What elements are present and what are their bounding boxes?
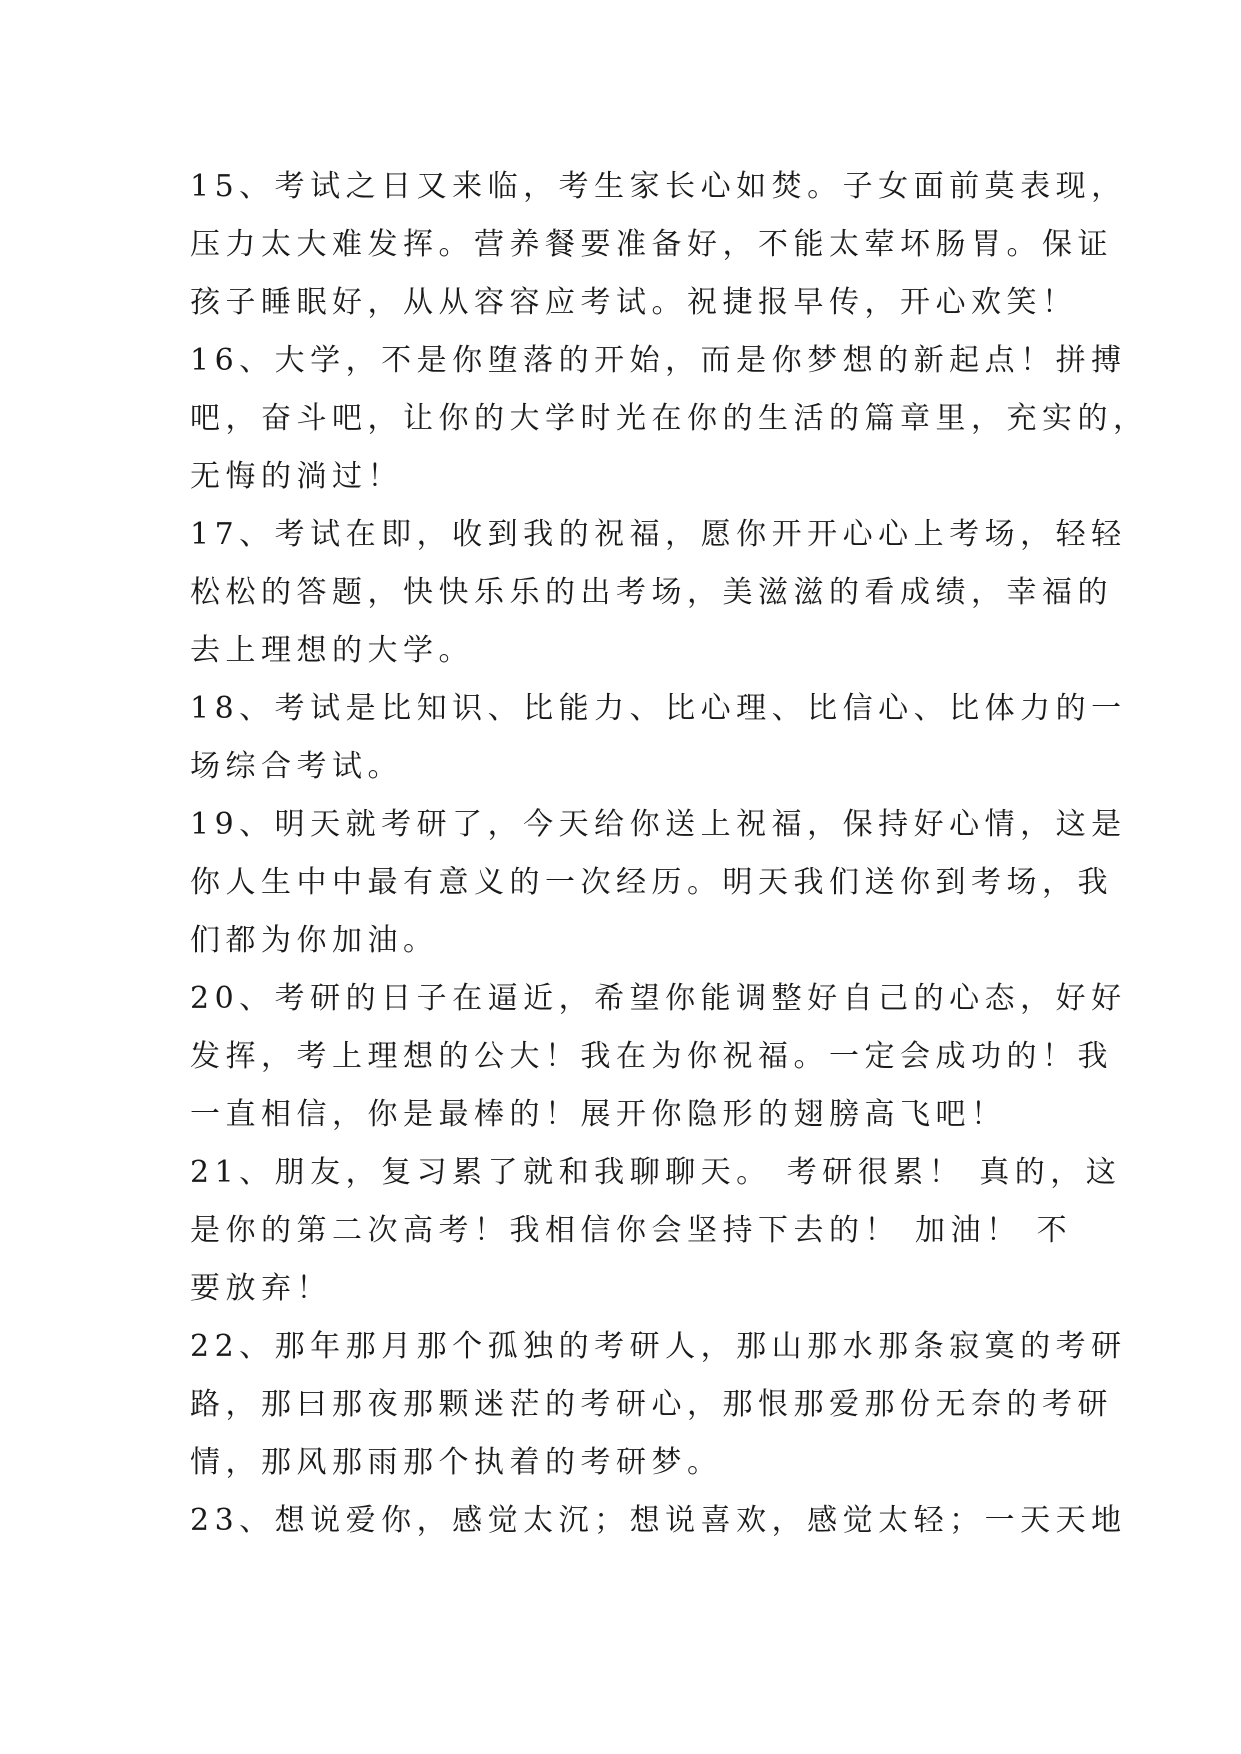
text-line: 松松的答题，快快乐乐的出考场，美滋滋的看成绩，幸福的 — [190, 575, 1113, 610]
text-line: 你人生中中最有意义的一次经历。明天我们送你到考场，我 — [190, 865, 1113, 900]
text-line: 15、考试之日又来临，考生家长心如焚。子女面前莫表现， — [190, 169, 1127, 204]
text-line: 发挥，考上理想的公大！我在为你祝福。一定会成功的！我 — [190, 1039, 1113, 1074]
text-line: 一直相信，你是最棒的！展开你隐形的翅膀高飞吧！ — [190, 1097, 1007, 1132]
text-line: 是你的第二次高考！我相信你会坚持下去的！ 加油！ 不 — [190, 1213, 1073, 1248]
text-line: 情，那风那雨那个执着的考研梦。 — [190, 1445, 723, 1480]
text-line: 22、那年那月那个孤独的考研人，那山那水那条寂寞的考研 — [190, 1329, 1127, 1364]
text-line: 19、明天就考研了，今天给你送上祝福，保持好心情，这是 — [190, 807, 1127, 842]
text-line: 要放弃！ — [190, 1271, 332, 1306]
text-line: 路，那曰那夜那颗迷茫的考研心，那恨那爱那份无奈的考研 — [190, 1387, 1113, 1422]
text-line: 场综合考试。 — [190, 749, 403, 784]
text-line: 21、朋友，复习累了就和我聊聊天。 考研很累！ 真的，这 — [190, 1155, 1122, 1190]
text-line: 17、考试在即，收到我的祝福，愿你开开心心上考场，轻轻 — [190, 517, 1127, 552]
text-line: 23、想说爱你，感觉太沉；想说喜欢，感觉太轻；一天天地 — [190, 1503, 1127, 1538]
text-line: 16、大学，不是你堕落的开始，而是你梦想的新起点！拼搏 — [190, 343, 1127, 378]
text-line: 吧，奋斗吧，让你的大学时光在你的生活的篇章里，充实的， — [190, 401, 1149, 436]
text-line: 去上理想的大学。 — [190, 633, 474, 668]
text-line: 们都为你加油。 — [190, 923, 439, 958]
document-body — [190, 158, 1149, 1550]
text-line: 无悔的淌过！ — [190, 459, 403, 494]
text-line: 18、考试是比知识、比能力、比心理、比信心、比体力的一 — [190, 691, 1127, 726]
text-line: 压力太大难发挥。营养餐要准备好，不能太荤坏肠胃。保证 — [190, 227, 1113, 262]
text-line: 20、考研的日子在逼近，希望你能调整好自己的心态，好好 — [190, 981, 1127, 1016]
text-line: 孩子睡眠好，从从容容应考试。祝捷报早传，开心欢笑！ — [190, 285, 1078, 320]
